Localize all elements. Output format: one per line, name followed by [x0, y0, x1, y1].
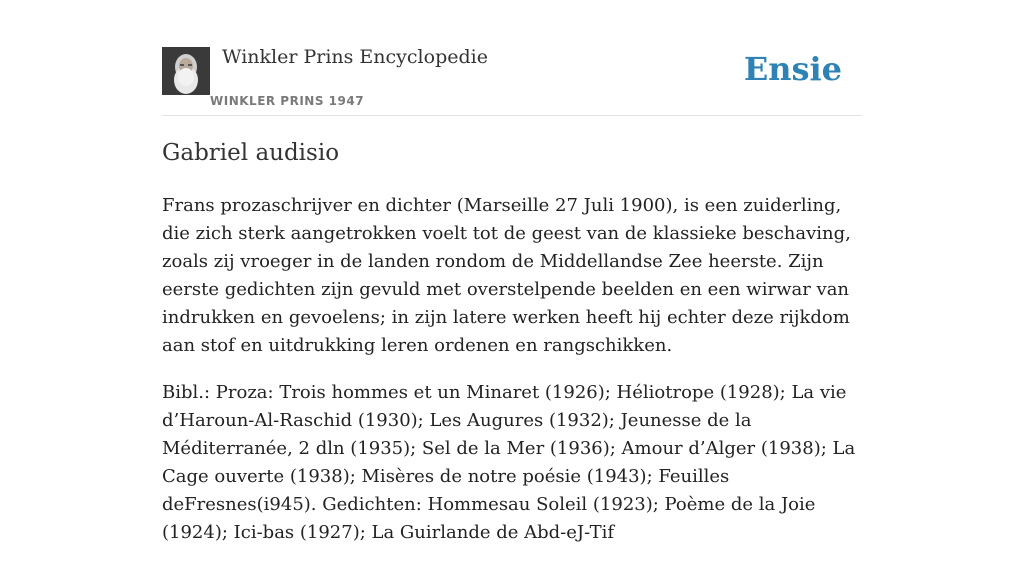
article-paragraph-description: Frans prozaschrijver en dichter (Marseille 27 Juli 1900), is een zuiderling, die zich sterk aangetrokken voelt tot de geest van de klassieke beschaving, zoals zij vroeger in de landen rondom de Middellandse Zee heerste. Zijn eerste gedichten zijn gevuld met overstelpende beelden en een wirwar van indrukken en gevoelens; in zijn latere werken heeft hij echter deze rijkdom aan stof en uitdrukking leren ordenen en rangschikken. — [162, 195, 851, 356]
publication-name-link[interactable]: Winkler Prins Encyclopedie — [222, 46, 488, 68]
bearded-man-portrait-icon — [162, 47, 210, 95]
brand-logo[interactable]: Ensie — [743, 50, 842, 88]
article-body — [162, 192, 864, 566]
publication-avatar[interactable] — [162, 47, 210, 95]
publication-subtitle-link[interactable]: WINKLER PRINS 1947 — [210, 94, 365, 108]
article-paragraph-bibliography: Bibl.: Proza: Trois hommes et un Minaret (1926); Héliotrope (1928); La vie d’Haroun-Al-Raschid (1930); Les Augures (1932); Jeunesse de la Méditerranée, 2 dln (1935); Sel de la Mer (1936); Amour d’Alger (1938); La Cage ouverte (1938); Misères de notre poésie (1943); Feuilles deFresnes(i945). Gedichten: Hommesau Soleil (1923); Poème de la Joie (1924); Ici-bas (1927); La Guirlande de Abd-eJ-Tif — [162, 382, 856, 543]
site-header — [162, 44, 862, 116]
article-title: Gabriel audisio — [162, 140, 340, 166]
